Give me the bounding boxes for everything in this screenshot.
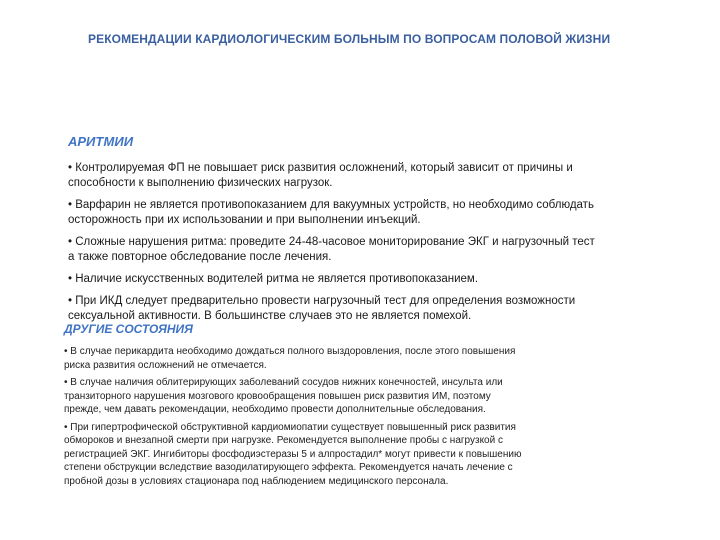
- text-line: сексуальной активности. В большинстве случаев это не является помехой.: [68, 310, 472, 322]
- text-line: способности к выполнению физических нагрузок.: [68, 177, 333, 189]
- list-item: [64, 421, 604, 489]
- text-line: прежде, чем давать рекомендации, необходимо провести дополнительные обследования.: [64, 404, 486, 415]
- text-line: • При гипертрофической обструктивной кардиомиопатии существует повышенный риск развития: [64, 421, 516, 433]
- section-heading-arrhythmias: АРИТМИИ: [68, 134, 134, 149]
- text-line: а также повторное обследование после лечения.: [68, 251, 332, 263]
- other-conditions-list: [64, 345, 604, 492]
- text-line: пробной дозы в условиях стационара под наблюдением медицинского персонала.: [64, 475, 449, 487]
- page-title: РЕКОМЕНДАЦИИ КАРДИОЛОГИЧЕСКИМ БОЛЬНЫМ ПО ВОПРОСАМ ПОЛОВОЙ ЖИЗНИ: [88, 32, 611, 46]
- list-item: [64, 345, 604, 372]
- list-item: [68, 235, 658, 265]
- text-line: • Сложные нарушения ритма: проведите 24-48-часовое мониторирование ЭКГ и нагрузочный тест: [68, 236, 595, 248]
- text-line: обмороков и внезапной смерти при нагрузке. Рекомендуется выполнение пробы с нагрузкой с: [64, 435, 503, 446]
- text-line: регистрацией ЭКГ. Ингибиторы фосфодиэстеразы 5 и алпростадил* могут привести к повышению: [64, 448, 522, 460]
- list-item: [68, 272, 658, 287]
- arrhythmias-list: [68, 161, 658, 331]
- text-line: • Контролируемая ФП не повышает риск развития осложнений, который зависит от причины и: [68, 162, 573, 174]
- text-line: • Варфарин не является противопоказанием для вакуумных устройств, но необходимо соблюдать: [68, 199, 594, 211]
- text-line: осторожность при их использовании и при выполнении инъекций.: [68, 214, 421, 226]
- section-heading-other-conditions: ДРУГИЕ СОСТОЯНИЯ: [64, 322, 193, 336]
- text-line: • В случае наличия облитерирующих заболеваний сосудов нижних конечностей, инсульта или: [64, 377, 503, 388]
- list-item: [68, 161, 658, 191]
- list-item: [68, 294, 658, 324]
- text-line: риска развития осложнений не отмечается.: [64, 359, 267, 371]
- text-line: степени обструкции вследствие вазодилатирующего эффекта. Рекомендуется начать лечение с: [64, 462, 513, 473]
- text-line: • В случае перикардита необходимо дождаться полного выздоровления, после этого повышения: [64, 346, 516, 357]
- text-line: • При ИКД следует предварительно провести нагрузочный тест для определения возможности: [68, 295, 576, 307]
- list-item: [64, 376, 604, 417]
- text-line: • Наличие искусственных водителей ритма не является противопоказанием.: [68, 273, 479, 285]
- text-line: транзиторного нарушения мозгового кровообращения повышен риск развития ИМ, поэтому: [64, 390, 491, 402]
- list-item: [68, 198, 658, 228]
